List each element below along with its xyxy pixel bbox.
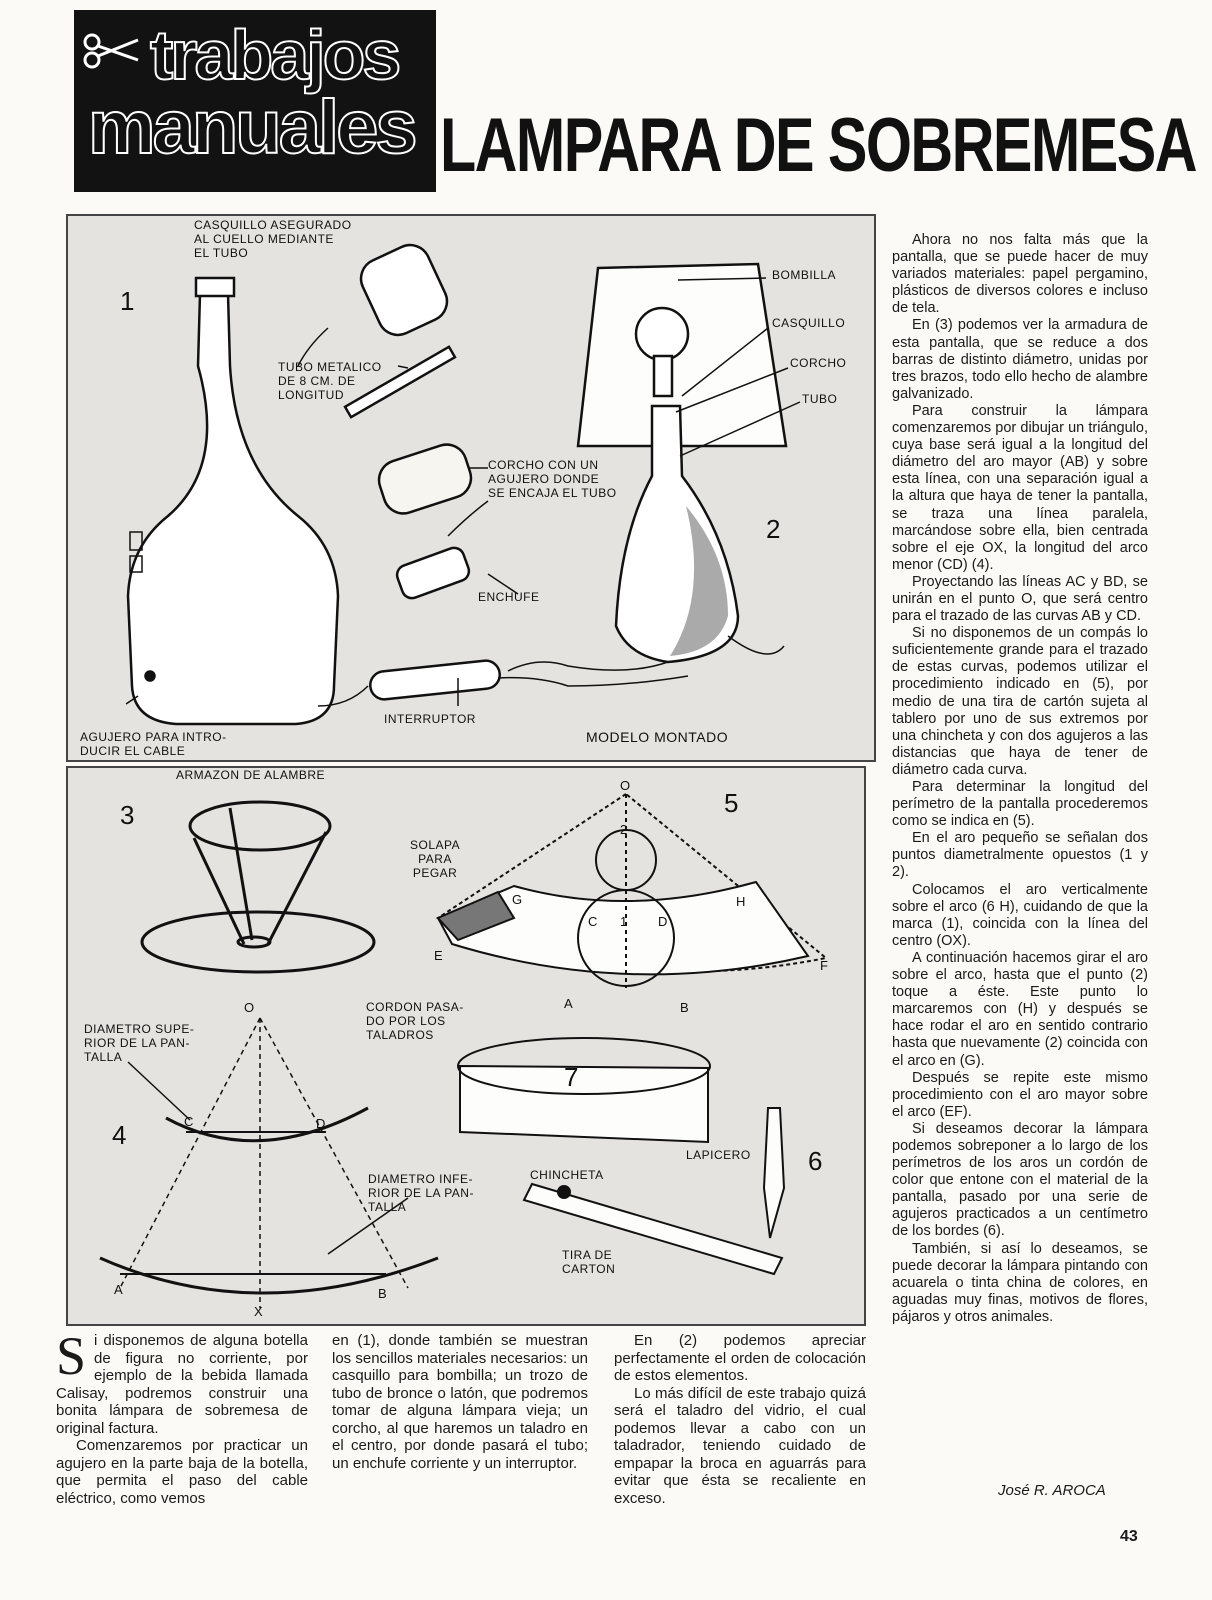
body-column-right — [892, 232, 1148, 1326]
fig5-letter-a: A — [564, 996, 573, 1011]
figure-number-1: 1 — [120, 286, 135, 316]
section-title-line2: manuales — [88, 85, 415, 170]
fig5-letter-g: G — [512, 892, 523, 907]
paragraph: En (2) podemos apreciar perfectamente el orden de colocación de estos elementos. — [614, 1332, 866, 1384]
paragraph: Si deseamos decorar la lámpara podemos sobreponer a lo largo de los perímetros de los aros un cordón de color que entone con el material de la pantalla, pasado por una serie de agujeros practicados a un centímetro de los bordes (6). — [892, 1120, 1148, 1240]
label-chincheta: CHINCHETA — [530, 1168, 604, 1182]
label-corcho: CORCHO — [790, 356, 847, 370]
label-diametro-inferior: DIAMETRO INFE- RIOR DE LA PAN- TALLA — [368, 1172, 474, 1214]
paragraph: Ahora no nos falta más que la pantalla, que se puede hacer de muy variados materiales: papel pergamino, plásticos de diversos colores e incluso de tela. — [892, 232, 1148, 317]
figure-number-7: 7 — [564, 1062, 579, 1092]
fig4-letter-c: C — [184, 1114, 194, 1129]
figure-number-4: 4 — [112, 1120, 127, 1150]
paragraph: Lo más difícil de este trabajo quizá será el taladro del vidrio, el cual podemos llevar a cabo con un taladrador, teniendo cuidado de empapar la broca en aguarrás para evitar que ésta se recaliente en exceso. — [614, 1384, 866, 1507]
scissors-icon — [82, 30, 144, 70]
label-casquillo-asegurado: CASQUILLO ASEGURADO AL CUELLO MEDIANTE EL TUBO — [194, 218, 352, 260]
fig5-letter-o: O — [620, 778, 631, 793]
body-column-2 — [332, 1332, 588, 1472]
fig5-letter-c: C — [588, 914, 598, 929]
label-corcho-agujero: CORCHO CON UN AGUJERO DONDE SE ENCAJA EL TUBO — [488, 458, 617, 500]
paragraph: Comenzaremos por practicar un agujero en la parte baja de la botella, que permita el paso del cable eléctrico, como vemos — [56, 1437, 308, 1507]
label-bombilla: BOMBILLA — [772, 268, 837, 282]
fig5-letter-d: D — [658, 914, 668, 929]
fig5-letter-e: E — [434, 948, 443, 963]
label-solapa: SOLAPA PARA PEGAR — [410, 838, 461, 880]
paragraph: En el aro pequeño se señalan dos puntos diametralmente opuestos (1 y 2). — [892, 830, 1148, 881]
paragraph-intro: Si disponemos de alguna botella de figura no corriente, por ejemplo de la bebida llamada Calisay, podremos construir una bonita lámpara de sobremesa de original factura. — [56, 1326, 308, 1437]
page-number: 43 — [1120, 1528, 1138, 1545]
paragraph: Para construir la lámpara comenzaremos por dibujar un triángulo, cuya base será igual a la longitud del diámetro del aro mayor (AB) y sobre esta línea, con una separación igual a la altura que haya de tener la pantalla, se traza una línea paralela, marcándose sobre ella, bien centrada sobre el eje OX, la longitud del arco menor (CD) (4). — [892, 402, 1148, 573]
fig5-letter-h: H — [736, 894, 746, 909]
author-signature: José R. AROCA — [998, 1482, 1106, 1499]
label-lapicero: LAPICERO — [686, 1148, 751, 1162]
paragraph: A continuación hacemos girar el aro sobre el arco, hasta que el punto (2) toque a éste. Este punto lo marcaremos con (H) y después se hace rodar el aro en sentido contrario hasta que nuevamente (2) coincida con el arco en (G). — [892, 949, 1148, 1069]
paragraph: en (1), donde también se muestran los sencillos materiales necesarios: un casquillo para bombilla; un trozo de tubo de bronce o latón, que podremos tomar de alguna lámpara vieja; un corcho, al que haremos un taladro en el centro, por donde pasará el tubo; un enchufe corriente y un interruptor. — [332, 1332, 588, 1472]
label-armazon-alambre: ARMAZON DE ALAMBRE — [176, 768, 326, 782]
label-tubo-metalico: TUBO METALICO DE 8 CM. DE LONGITUD — [278, 360, 382, 402]
figure-number-5: 5 — [724, 788, 739, 818]
fig5-letter-2: 2 — [620, 822, 628, 837]
figure-number-3: 3 — [120, 800, 135, 830]
label-tira-carton: TIRA DE CARTON — [562, 1248, 616, 1276]
figure-panel-bottom — [66, 766, 866, 1326]
paragraph: En (3) podemos ver la armadura de esta pantalla, que se reduce a dos barras de distinto diámetro, unidas por tres brazos, todo ello hecho de alambre galvanizado. — [892, 317, 1148, 402]
figure-number-2: 2 — [766, 514, 781, 544]
label-agujero-cable: AGUJERO PARA INTRO- DUCIR EL CABLE — [80, 730, 227, 758]
fig4-letter-x: X — [254, 1304, 263, 1319]
paragraph: Para determinar la longitud del perímetro de la pantalla procederemos como se indica en (5). — [892, 779, 1148, 830]
paragraph: Proyectando las líneas AC y BD, se unirán en el punto O, que será centro para el trazado de las curvas AB y CD. — [892, 573, 1148, 625]
drop-cap: S — [56, 1326, 87, 1386]
fig5-letter-b: B — [680, 1000, 689, 1015]
fig4-letter-o: O — [244, 1000, 255, 1015]
label-casquillo: CASQUILLO — [772, 316, 846, 330]
figure-number-6: 6 — [808, 1146, 823, 1176]
fig4-letter-a: A — [114, 1282, 123, 1297]
figure-panel-top — [66, 214, 876, 762]
body-column-3 — [614, 1332, 866, 1507]
paragraph: Después se repite este mismo procedimiento con el aro mayor sobre el arco (EF). — [892, 1069, 1148, 1120]
fig4-letter-d: D — [316, 1116, 326, 1131]
label-tubo: TUBO — [802, 392, 838, 406]
label-modelo-montado: MODELO MONTADO — [586, 729, 729, 745]
label-interruptor: INTERRUPTOR — [384, 712, 476, 726]
fig4-letter-b: B — [378, 1286, 387, 1301]
label-enchufe: ENCHUFE — [478, 590, 540, 604]
fig5-letter-f: F — [820, 958, 828, 973]
paragraph: Si no disponemos de un compás lo suficientemente grande para el trazado de estas curvas, podemos utilizar el procedimiento indicado en (5), por medio de una tira de cartón sujeta al tablero por uno de sus extremos por una chincheta y con dos agujeros a las distancias que haya de tener de diámetro cada curva. — [892, 625, 1148, 778]
fig5-letter-1: 1 — [620, 914, 628, 929]
figure-1-2-drawing — [68, 216, 874, 760]
section-title-line1: trabajos — [150, 16, 399, 94]
label-diametro-superior: DIAMETRO SUPE- RIOR DE LA PAN- TALLA — [84, 1022, 195, 1064]
paragraph: También, si así lo deseamos, se puede decorar la lámpara pintando con acuarela o tinta china de colores, en aguadas muy finas, motivos de flores, pájaros y otros animales. — [892, 1240, 1148, 1325]
label-cordon-pasado: CORDON PASA- DO POR LOS TALADROS — [366, 1000, 464, 1042]
page-title: LAMPARA DE SOBREMESA — [440, 103, 1196, 188]
body-column-1 — [56, 1326, 308, 1507]
paragraph: Colocamos el aro verticalmente sobre el arco (6 H), cuidando de que la marca (1), coincida con la línea del centro (OX). — [892, 881, 1148, 949]
